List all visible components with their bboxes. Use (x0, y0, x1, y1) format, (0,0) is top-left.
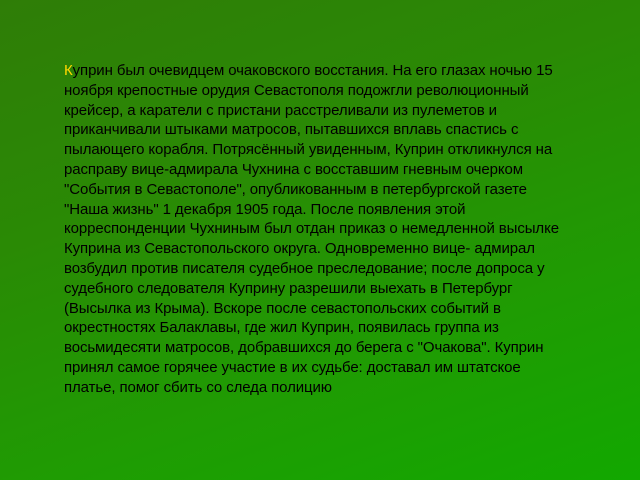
first-letter-highlight: К (64, 62, 73, 79)
slide-body-text (64, 61, 572, 398)
paragraph-text: уприн был очевидцем очаковского восстания. На его глазах ночью 15 ноября крепостные орудия Севастополя подожгли революционный крейсер, а каратели с пристани расстреливали из пулеметов и приканчивали штыками матросов, пытавшихся вплавь спастись с пылающего корабля. Потрясённый увиденным, Куприн откликнулся на расправу вице-адмирала Чухнина с восставшим гневным очерком "События в Севастополе", опубликованным в петербургской газете "Наша жизнь" 1 декабря 1905 года. После появления этой корреспонденции Чухниным был отдан приказ о немедленной высылке Куприна из Севастопольского округа. Одновременно вице- адмирал возбудил против писателя судебное преследование; после допроса у судебного следователя Куприну разрешили выехать в Петербург (Высылка из Крыма). Вскоре после севастопольских событий в окрестностях Балаклавы, где жил Куприн, появилась группа из восьмидесяти матросов, добравшихся до берега с "Очакова". Куприн принял самое горячее участие в их судьбе: доставал им штатское платье, помог сбить со следа полицию (64, 62, 559, 396)
